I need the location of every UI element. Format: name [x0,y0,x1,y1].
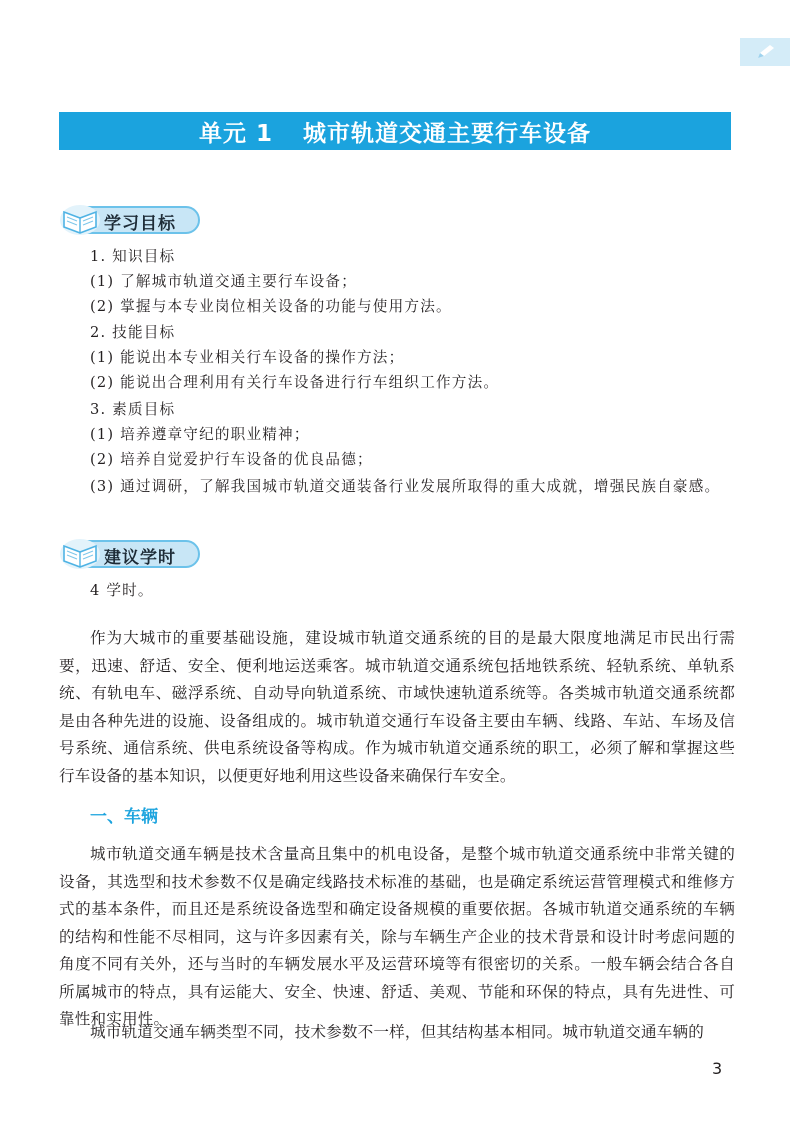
open-book-icon [58,203,106,237]
objective-item: (2) 培养自觉爱护行车设备的优良品德； [90,451,373,468]
pencil-icon [753,43,777,61]
unit-label: 单元 1 [198,120,273,147]
open-book-icon [58,537,106,571]
vehicle-paragraph-1: 城市轨道交通车辆是技术含量高且集中的机电设备，是整个城市轨道交通系统中非常关键的设备，其选型和技术参数不仅是确定线路技术标准的基础，也是确定系统运营管理模式和维修方式的基本条件，而且还是系统设备选型和确定设备规模的重要依据。各城市轨道交通系统的车辆的结构和性能不尽相同，这与许多因素有关，除与车辆生产企业的技术背景和设计时考虑问题的角度不同有关外，还与当时的车辆发展水平及运营环境等有很密切的关系。一般车辆会结合各自所属城市的特点，具有运能大、安全、快速、舒适、美观、节能和环保的特点，具有先进性、可靠性和实用性。 [59,845,735,1028]
unit-title-bar [59,112,731,150]
vehicle-paragraph-2: 城市轨道交通车辆类型不同，技术参数不一样，但其结构基本相同。城市轨道交通车辆的 [90,1023,705,1041]
objective-item: 3. 素质目标 [90,401,176,418]
unit-title: 城市轨道交通主要行车设备 [303,120,591,147]
section-label: 建议学时 [104,548,176,568]
objective-item: 1. 知识目标 [90,248,176,265]
section-heading-vehicle: 一、车辆 [90,807,158,827]
objective-item: (1) 了解城市轨道交通主要行车设备； [90,273,358,290]
suggested-hours-value: 4 学时。 [90,582,154,599]
objective-item: (3) 通过调研，了解我国城市轨道交通装备行业发展所取得的重大成就，增强民族自豪感。 [90,478,721,495]
objective-item: 2. 技能目标 [90,324,176,341]
page-number: 3 [712,1059,723,1078]
objective-item: (2) 能说出合理利用有关行车设备进行行车组织工作方法。 [90,374,500,391]
suggested-hours-badge [58,537,202,571]
edit-badge [740,38,790,66]
section-label: 学习目标 [104,214,176,234]
intro-paragraph: 作为大城市的重要基础设施，建设城市轨道交通系统的目的是最大限度地满足市民出行需要，迅速、舒适、安全、便利地运送乘客。城市轨道交通系统包括地铁系统、轻轨系统、单轨系统、有轨电车、磁浮系统、自动导向轨道系统、市域快速轨道系统等。各类城市轨道交通系统都是由各种先进的设施、设备组成的。城市轨道交通行车设备主要由车辆、线路、车站、车场及信号系统、通信系统、供电系统设备等构成。作为城市轨道交通系统的职工，必须了解和掌握这些行车设备的基本知识，以便更好地利用这些设备来确保行车安全。 [59,629,735,785]
learning-objectives-badge [58,203,202,237]
objective-item: (2) 掌握与本专业岗位相关设备的功能与使用方法。 [90,298,452,315]
objective-item: (1) 培养遵章守纪的职业精神； [90,426,310,443]
objective-item: (1) 能说出本专业相关行车设备的操作方法； [90,349,405,366]
